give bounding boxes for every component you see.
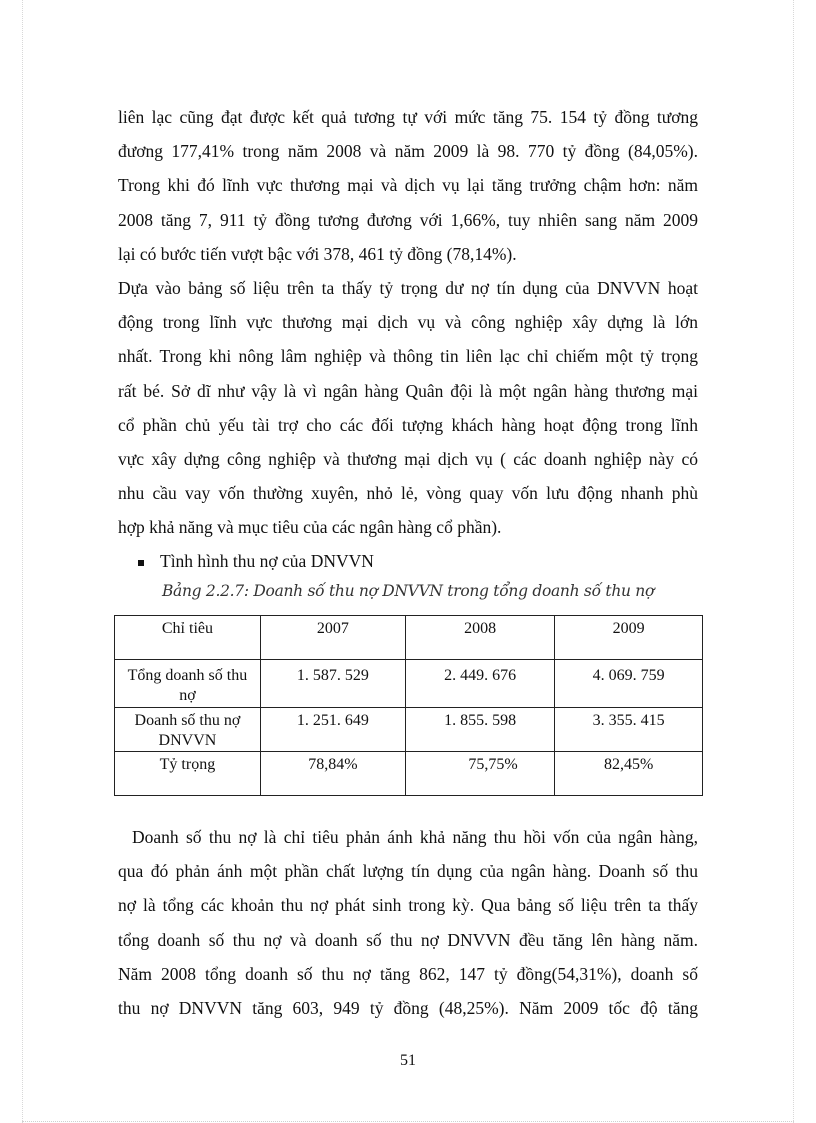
header-cell: 2009 bbox=[555, 616, 703, 660]
table-caption: Bảng 2.2.7: Doanh số thu nợ DNVVN trong tổng doanh số thu nợ bbox=[161, 582, 655, 600]
text-line: thu nợ DNVVN tăng 603, 949 tỷ đồng (48,25%). Năm 2009 tốc độ tăng bbox=[118, 997, 698, 1018]
text-line: vực xây dựng công nghiệp và thương mại dịch vụ ( các doanh nghiệp này có bbox=[118, 448, 698, 469]
row-label-cell: Tỷ trọng bbox=[115, 752, 261, 796]
text-line: hợp khả năng và mục tiêu của các ngân hàng cổ phần). bbox=[118, 517, 502, 538]
table-cell: 78,84% bbox=[260, 752, 405, 796]
table-row bbox=[115, 708, 703, 752]
text-line: cổ phần chủ yếu tài trợ cho các đối tượng khách hàng hoạt động trong lĩnh bbox=[118, 414, 698, 435]
text-line: tổng doanh số thu nợ và doanh số thu nợ DNVVN đều tăng lên hàng năm. bbox=[118, 929, 698, 950]
text-line: rất bé. Sở dĩ như vậy là vì ngân hàng Quân đội là một ngân hàng thương mại bbox=[118, 380, 698, 401]
text-line: qua đó phản ánh một phần chất lượng tín dụng của ngân hàng. Doanh số thu bbox=[118, 861, 698, 882]
table-cell: 75,75% bbox=[405, 752, 554, 796]
text-line: Doanh số thu nợ là chỉ tiêu phản ánh khả năng thu hồi vốn của ngân hàng, bbox=[132, 827, 698, 847]
text-line: Dựa vào bảng số liệu trên ta thấy tỷ trọng dư nợ tín dụng của DNVVN hoạt bbox=[118, 277, 698, 298]
bullet-item bbox=[118, 544, 698, 578]
paragraph-3 bbox=[118, 820, 698, 1025]
page-bottom-rule bbox=[22, 1121, 794, 1122]
table-header-row bbox=[115, 616, 703, 660]
square-bullet-icon bbox=[138, 560, 144, 566]
text-line: đương 177,41% trong năm 2008 và năm 2009 là 98. 770 tỷ đồng (84,05%). bbox=[118, 141, 698, 162]
header-cell: 2008 bbox=[405, 616, 554, 660]
paragraph-2 bbox=[118, 271, 698, 545]
table-cell: 1. 587. 529 bbox=[260, 660, 405, 708]
bullet-text: Tình hình thu nợ của DNVVN bbox=[160, 551, 374, 572]
row-label-cell: Tổng doanh số thu nợ bbox=[115, 660, 261, 708]
text-line: liên lạc cũng đạt được kết quả tương tự với mức tăng 75. 154 tỷ đồng tương bbox=[118, 107, 698, 127]
text-line: nhu cầu vay vốn thường xuyên, nhỏ lẻ, vòng quay vốn lưu động nhanh phù bbox=[118, 483, 698, 504]
text-line: nhất. Trong khi nông lâm nghiệp và thông tin liên lạc chỉ chiếm một tỷ trọng bbox=[118, 346, 698, 367]
text-line: Trong khi đó lĩnh vực thương mại và dịch vụ lại tăng trưởng chậm hơn: năm bbox=[118, 175, 698, 196]
page-number: 51 bbox=[400, 1052, 416, 1069]
body-text-top bbox=[118, 100, 698, 579]
text-line: 2008 tăng 7, 911 tỷ đồng tương đương với 1,66%, tuy nhiên sang năm 2009 bbox=[118, 209, 698, 230]
text-line: lại có bước tiến vượt bậc với 378, 461 tỷ đồng (78,14%). bbox=[118, 243, 517, 264]
header-cell: Chỉ tiêu bbox=[115, 616, 261, 660]
text-line: động trong lĩnh vực thương mại dịch vụ và công nghiệp xây dựng là lớn bbox=[118, 312, 698, 333]
table-cell: 2. 449. 676 bbox=[405, 660, 554, 708]
table-cell: 1. 855. 598 bbox=[405, 708, 554, 752]
body-text-bottom bbox=[118, 820, 698, 1025]
paragraph-1 bbox=[118, 100, 698, 271]
table-cell: 3. 355. 415 bbox=[555, 708, 703, 752]
table-row bbox=[115, 660, 703, 708]
row-label-cell: Doanh số thu nợ DNVVN bbox=[115, 708, 261, 752]
text-line: nợ là tổng các khoản thu nợ phát sinh trong kỳ. Qua bảng số liệu trên ta thấy bbox=[118, 895, 698, 916]
table-cell: 4. 069. 759 bbox=[555, 660, 703, 708]
table-cell: 82,45% bbox=[555, 752, 703, 796]
header-cell: 2007 bbox=[260, 616, 405, 660]
table-row bbox=[115, 752, 703, 796]
text-line: Năm 2008 tổng doanh số thu nợ tăng 862, 147 tỷ đồng(54,31%), doanh số bbox=[118, 963, 698, 984]
table-cell: 1. 251. 649 bbox=[260, 708, 405, 752]
debt-collection-table bbox=[114, 615, 703, 796]
